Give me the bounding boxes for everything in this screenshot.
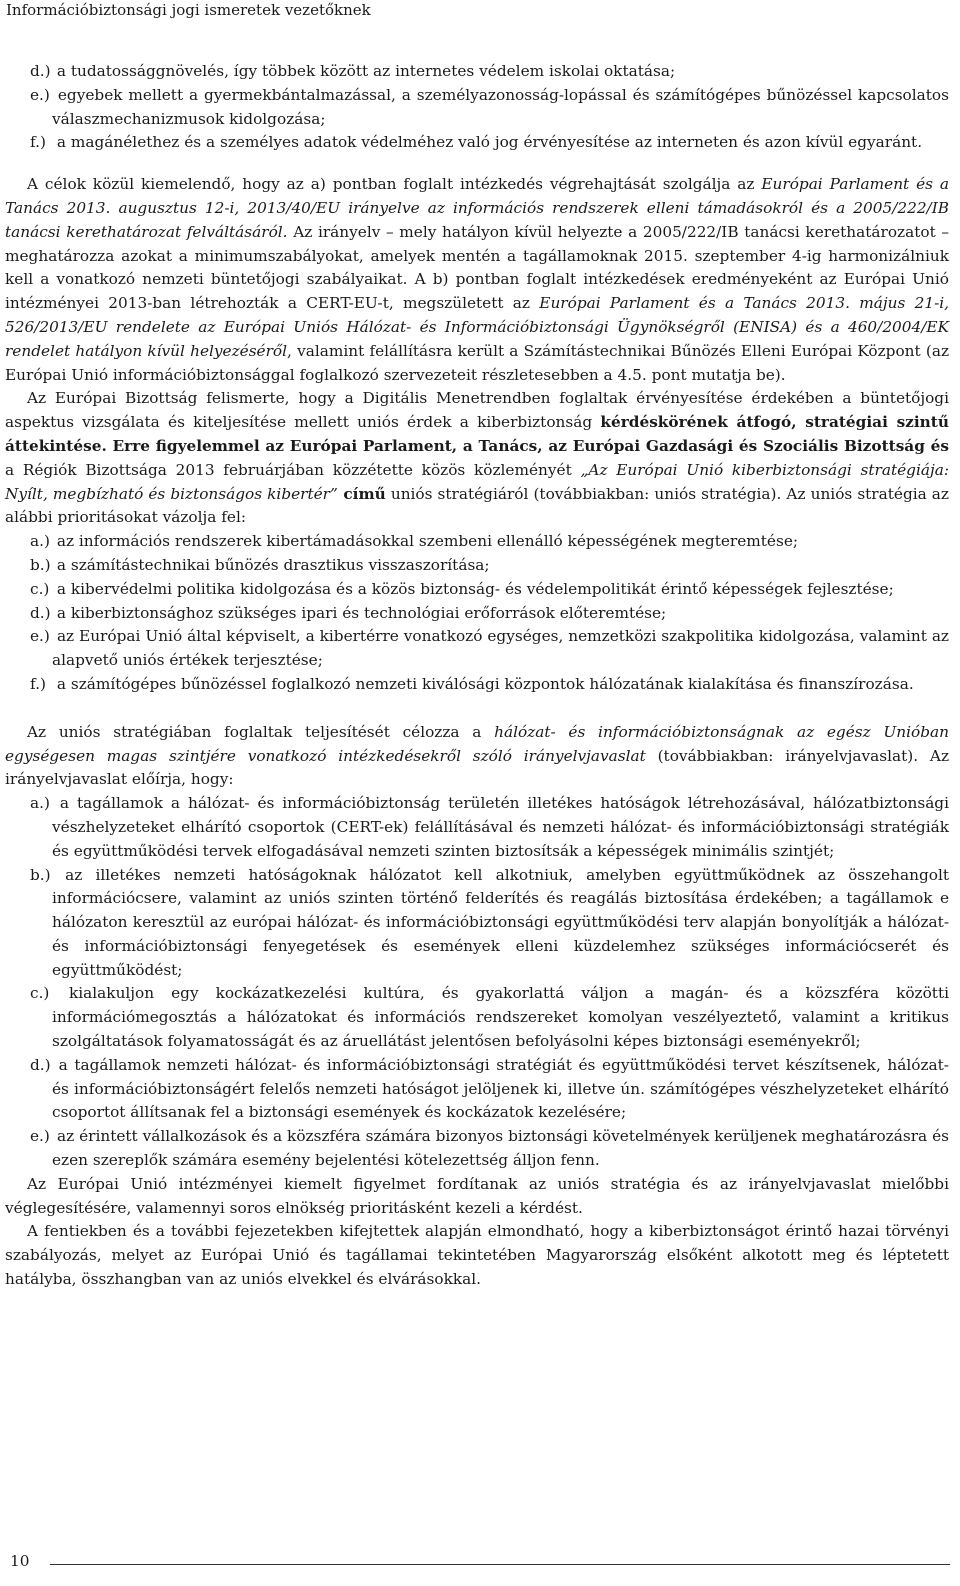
list-item — [5, 60, 949, 84]
list-item-text: a tagállamok nemzeti hálózat- és információbiztonsági stratégiát és együttműködési tervet készítsenek, hálózat- és információbiztonságért felelős nemzeti hatóságot jelöljenek ki, illetve ún. számítógépes vészhelyzeteket elhárító csoportot állítsanak fel a biztonsági események és kockázatok kezelésére; — [52, 1055, 949, 1122]
paragraph-directive-2013-40 — [5, 173, 949, 387]
list-marker: e.) — [30, 1127, 50, 1146]
list-marker: e.) — [30, 85, 50, 104]
paragraph-eu-institutions: Az Európai Unió intézményei kiemelt figyelmet fordítanak az uniós stratégia és az irányelvjavaslat mielőbbi véglegesítésére, valamennyi soros elnökség prioritásként kezeli a kérdést. — [5, 1174, 949, 1217]
list-item-text: az érintett vállalkozások és a közszféra számára bizonyos biztonsági követelmények kerüljenek meghatározásra és ezen szereplők számára esemény bejelentési kötelezettség álljon fenn. — [52, 1127, 949, 1170]
list-marker: d.) — [30, 603, 51, 622]
bold-text: kérdéskörének átfogó, stratégiai szintű áttekintése. Erre figyelemmel az Európai Parlament, a Tanács, az Európai Gazdasági és Szociális Bizottság és — [5, 413, 949, 455]
list-marker: f.) — [30, 674, 46, 693]
list-marker: a.) — [30, 532, 50, 551]
list-item — [5, 673, 949, 697]
italic-citation: „Az Európai Unió kiberbiztonsági stratégiája: Nyílt, megbízható és biztonságos kibertér” — [5, 460, 949, 503]
list-item-text: az információs rendszerek kibertámadásokkal szembeni ellenálló képességének megteremtése; — [56, 532, 799, 551]
list-item-text: a számítástechnikai bűnözés drasztikus visszaszorítása; — [56, 555, 490, 574]
list-item-text: a kibervédelmi politika kidolgozása és a közös biztonság- és védelempolitikát érintő képességek fejlesztése; — [56, 579, 894, 598]
priorities-list — [5, 530, 949, 697]
list-item-text: a kiberbiztonsághoz szükséges ipari és technológiai erőforrások előteremtése; — [56, 603, 667, 622]
bold-text: című — [337, 484, 386, 503]
list-item — [5, 554, 949, 578]
paragraph-cybersecurity-strategy — [5, 387, 949, 530]
list-item — [5, 1054, 949, 1125]
list-item — [5, 625, 949, 673]
italic-citation: Európai Parlament és a Tanács 2013. május 21-i, 526/2013/EU rendelete az Európai Uniós Hálózat- és Információbiztonsági Ügynökségről (ENISA) és a 460/2004/EK rendelet hatályon kívül helyezéséről — [5, 294, 949, 360]
top-list — [5, 60, 949, 155]
text-run: a Régiók Bizottsága 2013 februárjában közzétette közös közleményét — [5, 460, 581, 479]
list-item-text: egyebek mellett a gyermekbántalmazással, a személyazonosság-lopással és számítógépes bűnözéssel kapcsolatos válaszmechanizmusok kidolgozása; — [52, 85, 949, 128]
text-run: Az uniós stratégiában foglaltak teljesítését célozza a — [27, 722, 495, 741]
list-marker: c.) — [30, 579, 50, 598]
list-item-text: az Európai Unió által képviselt, a kibertérre vonatkozó egységes, nemzetközi szakpolitika kidolgozása, valamint az alapvető uniós értékek terjesztése; — [52, 627, 949, 670]
list-item — [5, 578, 949, 602]
list-item-text: az illetékes nemzeti hatóságoknak hálózatot kell alkotniuk, amelyben együttműködnek az összehangolt információcsere, valamint az uniós szinten történő felderítés és reagálás biztosítása érdekében; a tagállamok e hálózaton keresztül az európai hálózat- és információbiztonsági együttműködési terv alapján bonyolítják a hálózat- és információbiztonsági fenyegetések és események elleni küzdelemhez szükséges információcserét és együttműködést; — [52, 865, 949, 979]
list-marker: d.) — [30, 62, 51, 80]
list-item — [5, 530, 949, 554]
list-marker: b.) — [30, 555, 51, 574]
list-marker: c.) — [30, 984, 50, 1003]
italic-citation: Európai Parlament és a Tanács 2013. augusztus 12-i, 2013/40/EU irányelve az információs rendszerek elleni támadásokról és a 2005/222/IB tanácsi kerethatározat felváltásáról. — [5, 175, 949, 241]
text-run: A célok közül kiemelendő, hogy az a) pontban foglalt intézkedés végrehajtását szolgálja az — [27, 175, 762, 194]
text-run: Az Európai Bizottság felismerte, hogy a Digitális Menetrendben foglaltak érvényesítése érdekében a büntetőjogi aspektus vizsgálata és kiteljesítése mellett uniós érdek a kiberbiztonság — [5, 389, 949, 432]
list-item-text: a tagállamok a hálózat- és információbiztonság területén illetékes hatóságok létrehozásával, hálózatbiztonsági vészhelyzeteket elhárító csoportok (CERT-ek) felállításával és nemzeti hálózat- és információbiztonsági stratégiák és együttműködési tervek elfogadásával nemzeti szinten biztosítsák a képességek minimális szintjét; — [52, 794, 949, 860]
paragraph-conclusion: A fentiekben és a további fejezetekben kifejtettek alapján elmondható, hogy a kiberbiztonságot érintő hazai törvényi szabályozás, melyet az Európai Unió és tagállamai tekintetében Magyarország elsőként alkotott meg és léptetett hatályba, összhangban van az uniós elvekkel és elvárásokkal. — [5, 1222, 949, 1289]
list-item-text: a tudatossággnövelés, így többek között az internetes védelem iskolai oktatása; — [56, 62, 676, 80]
list-marker: f.) — [30, 133, 46, 152]
italic-citation: hálózat- és információbiztonságnak az egész Unióban egységesen magas szintjére vonatkozó intézkedésekről szóló irányelvjavaslat — [5, 722, 950, 765]
list-item — [5, 792, 949, 863]
list-item-text: kialakuljon egy kockázatkezelési kultúra, és gyakorlattá váljon a magán- és a közszféra közötti információmegosztás a hálózatokat és információs rendszereket komolyan veszélyeztető, valamint a kritikus szolgáltatások folyamatosságát és az áruellátást jelentősen befolyásolni képes biztonsági eseményekről; — [52, 984, 949, 1051]
list-item — [5, 982, 949, 1053]
list-marker: b.) — [30, 865, 51, 884]
paragraph-directive-proposal — [5, 721, 949, 792]
list-item — [5, 602, 949, 626]
directive-items-list — [5, 792, 949, 1173]
text-run: , valamint felállításra került a Számítástechnikai Bűnözés Elleni Európai Központ (az Európai Unió információbiztonsággal foglalkozó szervezeteit részletesebben a 4.5. pont mutatja be). — [5, 341, 950, 384]
text-run: uniós stratégiáról (továbbiakban: uniós stratégia). Az uniós stratégia az alábbi prioritásokat vázolja fel: — [5, 484, 949, 527]
text-run: (továbbiakban: irányelvjavaslat). Az irányelvjavaslat előírja, hogy: — [5, 746, 950, 789]
list-marker: d.) — [30, 1055, 51, 1074]
list-item — [5, 131, 949, 155]
list-marker: e.) — [30, 627, 50, 646]
text-run: Az irányelv – mely hatályon kívül helyezte a 2005/222/IB tanácsi kerethatározatot – meghatározza azokat a minimumszabályokat, amelyek mentén a tagállamoknak 2015. szeptember 4-ig harmonizálniuk kell a vonatkozó nemzeti büntetőjogi szabályaikat. A b) pontban foglalt intézkedések eredményeként az Európai Unió intézményei 2013-ban létrehozták a CERT-EU-t, megszületett az — [5, 222, 950, 313]
list-item — [5, 1125, 949, 1173]
list-marker: a.) — [30, 794, 50, 813]
running-header: Információbiztonsági jogi ismeretek vezetőknek — [6, 1, 371, 19]
list-item — [5, 864, 949, 983]
list-item-text: a számítógépes bűnözéssel foglalkozó nemzeti kiválósági központok hálózatának kialakítása és finanszírozása. — [56, 674, 914, 693]
list-item — [5, 84, 949, 132]
footer-rule — [50, 1564, 950, 1565]
page-number: 10 — [10, 1552, 30, 1570]
list-item-text: a magánélethez és a személyes adatok védelméhez való jog érvényesítése az interneten és azon kívül egyaránt. — [56, 133, 923, 152]
page-body — [5, 60, 949, 1292]
